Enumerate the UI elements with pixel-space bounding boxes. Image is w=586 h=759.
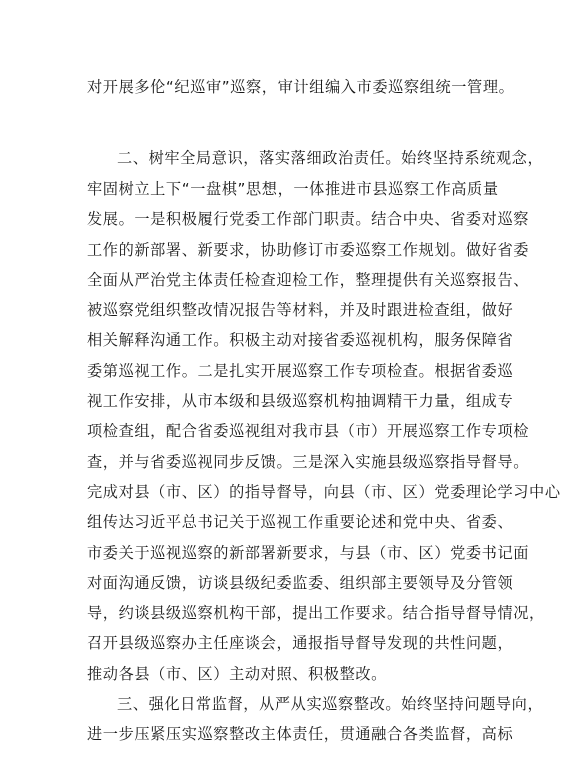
text-line: 对开展多伦“纪巡审”巡察，审计组编入市委巡察组统一管理。 (87, 78, 515, 96)
text-line: 组传达习近平总书记关于巡视工作重要论述和党中央、省委、 (87, 513, 514, 531)
text-line: 发展。一是积极履行党委工作部门职责。结合中央、省委对巡察 (87, 210, 530, 228)
text-line: 查，并与省委巡视同步反馈。三是深入实施县级巡察指导督导。 (87, 453, 530, 471)
text-line: 工作的新部署、新要求，协助修订市委巡察工作规划。做好省委 (87, 241, 530, 259)
text-line: 项检查组，配合省委巡视组对我市县（市）开展巡察工作专项检 (87, 422, 530, 440)
section-heading-line: 二、树牢全局意识，落实落细政治责任。始终坚持系统观念， (117, 149, 544, 167)
text-line: 牢固树立上下“一盘棋”思想，一体推进市县巡察工作高质量 (87, 180, 499, 198)
text-line: 全面从严治党主体责任检查迎检工作，整理提供有关巡察报告、 (87, 271, 530, 289)
text-line: 视工作安排，从市本级和县级巡察机构抽调精干力量，组成专 (87, 392, 514, 410)
text-line: 导，约谈县级巡察机构干部，提出工作要求。结合指导督导情况， (87, 604, 545, 622)
text-line: 相关解释沟通工作。积极主动对接省委巡视机构，服务保障省 (87, 331, 514, 349)
text-line: 召开县级巡察办主任座谈会，通报指导督导发现的共性问题， (87, 634, 514, 652)
text-line: 被巡察党组织整改情况报告等材料，并及时跟进检查组，做好 (87, 301, 514, 319)
text-line: 市委关于巡视巡察的新部署新要求，与县（市、区）党委书记面 (87, 544, 530, 562)
text-line: 委第巡视工作。二是扎实开展巡察工作专项检查。根据省委巡 (87, 362, 514, 380)
text-line: 推动各县（市、区）主动对照、积极整改。 (87, 665, 387, 683)
text-line: 对面沟通反馈，访谈县级纪委监委、组织部主要领导及分管领 (87, 574, 514, 592)
text-line: 进一步压紧压实巡察整改主体责任，贯通融合各类监督，高标 (87, 725, 514, 743)
text-line: 完成对县（市、区）的指导督导，向县（市、区）党委理论学习中心 (87, 483, 561, 501)
section-heading-line: 三、强化日常监督，从严从实巡察整改。始终坚持问题导向， (117, 695, 544, 713)
